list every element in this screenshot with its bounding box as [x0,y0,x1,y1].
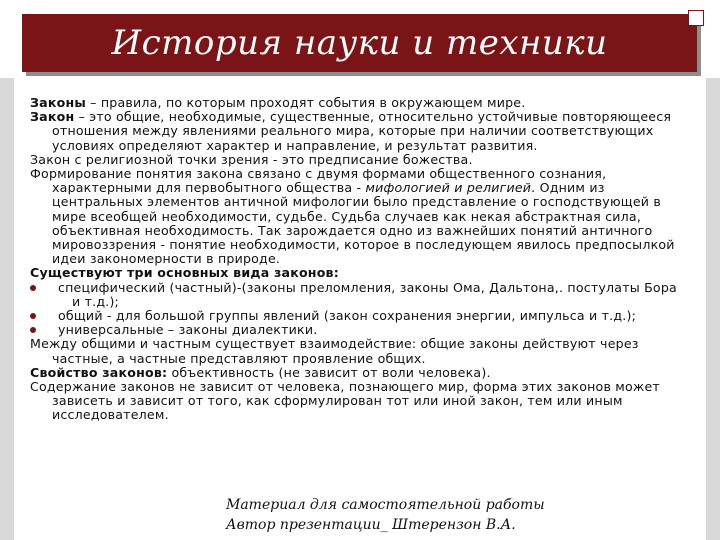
slide-body [30,96,680,423]
paragraph-content: Содержание законов не зависит от человека, познающего мир, форма этих законов может зависеть и зависит от того, как сформулирован тот или иной закон, тем или иным исследователем. [30,379,660,423]
paragraph-laws [30,96,680,110]
formation-text-b: . Одним из центральных элементов античной мифологии было представление о господствующей в мире всеобщей необходимости, судьбе. Судьба случаев как некая абстрактная сила, объективная необходимость. Так зарождается одно из важнейших понятий античного мировоззрения - понятие необходимости, которое в последующем явилось предпосылкой идеи закономерности в природе. [52,180,675,267]
property-text: объективность (не зависит от воли человека). [167,364,491,380]
law-definition: – это общие, необходимые, существенные, относительно устойчивые повторяющееся отношения между явлениями реального мира, которые при наличии соответствующих условиях определяют характер и направление, и результат развития. [52,109,672,153]
paragraph-religious-view: Закон с религиозной точки зрения - это предписание божества. [30,151,473,167]
bullet-dot-icon [30,285,36,291]
footer [226,495,586,535]
formation-text-a: Формирование понятия закона связано с двумя формами общественного сознания, характерными для первобытного общества - [30,166,607,196]
slide-title: История науки и техники [111,23,608,63]
bullet-item [30,281,680,309]
corner-square-decoration [688,10,704,26]
paragraph-three-types: Существуют три основных вида законов: [30,265,339,281]
paragraph-property [30,366,680,380]
bullet-text: универсальные – законы диалектики. [58,322,318,338]
bullet-text: общий - для большой группы явлений (закон сохранения энергии, импульса и т.д.); [58,308,637,324]
paragraph-law [30,110,680,153]
bullet-dot-icon [30,313,36,319]
bullet-item [30,323,680,337]
footer-line-1: Материал для самостоятельной работы [226,497,545,513]
paragraph-formation [30,167,680,266]
footer-line-2: Автор презентации_ Штерензон В.А. [226,517,516,533]
term-law: Закон [30,109,75,125]
title-bar [22,14,697,72]
laws-definition: – правила, по которым проходят события в окружающем мире. [85,95,526,110]
formation-italic: мифологией и религией [365,180,532,196]
bullet-dot-icon [30,327,36,333]
paragraph-interaction: Между общими и частным существует взаимодействие: общие законы действуют через частные, а частные представляют проявление общих. [30,336,639,366]
term-property: Свойство законов: [30,364,168,380]
term-laws: Законы [30,95,86,110]
bullet-item [30,309,680,323]
bullet-text: специфический (частный)-(законы преломления, законы Ома, Дальтона,. постулаты Бора и т.д.); [58,279,677,309]
